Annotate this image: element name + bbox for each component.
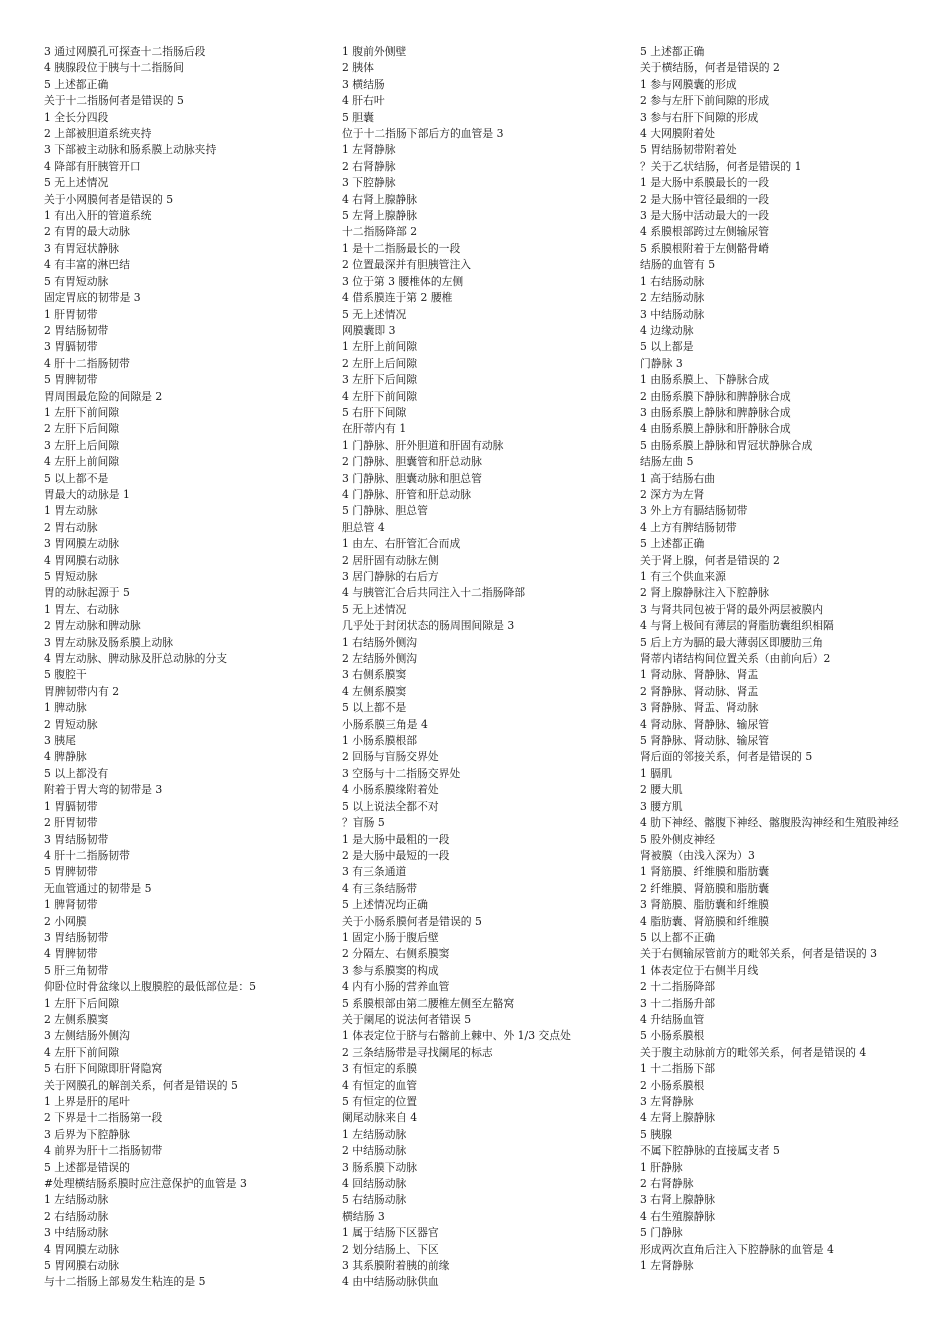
text-line: 2 左肝下后间隙 <box>44 422 120 436</box>
text-line: 4 边缘动脉 <box>640 323 694 337</box>
text-line: 2 三条结肠带是寻找阑尾的标志 <box>342 1045 493 1059</box>
text-line: 5 上述都正确 <box>640 45 705 58</box>
text-line: 1 左肝下前间隙 <box>44 405 120 419</box>
text-line: 关于横结肠，何者是错误的 2 <box>640 61 780 75</box>
text-line: 4 胰腺段位于胰与十二指肠间 <box>44 61 184 75</box>
text-line: 5 以上都不是 <box>342 701 407 715</box>
text-line: 关于小网膜何者是错误的 5 <box>44 192 174 206</box>
text-line: 4 肝十二指肠韧带 <box>44 356 130 370</box>
text-line: 1 体表定位于右侧半月线 <box>640 963 759 977</box>
text-line: 5 胃脾韧带 <box>44 865 98 879</box>
text-line: 3 是大肠中活动最大的一段 <box>640 209 770 223</box>
text-line: 1 右结肠外侧沟 <box>342 635 418 649</box>
text-line: 2 小肠系膜根 <box>640 1078 705 1092</box>
text-line: 1 左结肠动脉 <box>342 1127 407 1141</box>
text-line: 4 降部有肝胰管开口 <box>44 159 141 173</box>
text-line: 2 右肾静脉 <box>640 1177 694 1191</box>
text-line: 5 上述都是错误的 <box>44 1160 130 1174</box>
text-line: 2 参与左肝下前间隙的形成 <box>640 94 770 108</box>
text-line: 3 有恒定的系膜 <box>342 1062 418 1076</box>
text-line: 2 是大肠中管径最细的一段 <box>640 192 770 206</box>
text-line: 1 十二指肠下部 <box>640 1062 716 1076</box>
text-line: 3 外上方有膈结肠韧带 <box>640 504 748 518</box>
text-line: 胃的动脉起源于 5 <box>44 586 130 600</box>
text-line: 3 肠系膜下动脉 <box>342 1160 418 1174</box>
text-line: 5 后上方为膈的最大薄弱区即腰肋三角 <box>640 635 824 649</box>
text-line: 1 由左、右肝管汇合而成 <box>342 537 461 551</box>
text-line: 3 肾筋膜、脂肪囊和纤维膜 <box>640 898 770 912</box>
text-line: 3 下腔静脉 <box>342 176 396 190</box>
text-line: 1 是大肠中最粗的一段 <box>342 832 450 846</box>
text-line: 2 深方为左肾 <box>640 487 705 501</box>
text-line: 2 胃右动脉 <box>44 520 98 534</box>
text-line: 位于十二指肠下部后方的血管是 3 <box>342 127 504 141</box>
text-line: 2 左肝上后间隙 <box>342 356 418 370</box>
text-line: 2 有胃的最大动脉 <box>44 225 130 239</box>
text-line: 4 肋下神经、髂腹下神经、髂腹股沟神经和生殖股神经 <box>640 816 899 830</box>
text-line: 关于十二指肠何者是错误的 5 <box>44 94 184 108</box>
text-line: 3 右肾上腺静脉 <box>640 1193 716 1207</box>
text-line: 2 右结肠动脉 <box>44 1209 109 1223</box>
text-line: 5 以上都不是 <box>44 471 109 485</box>
text-line: 1 门静脉、肝外胆道和肝固有动脉 <box>342 438 504 452</box>
text-line: 2 分隔左、右侧系膜窦 <box>342 947 450 961</box>
text-line: 4 胃脾韧带 <box>44 947 98 961</box>
text-line: 4 有三条结肠带 <box>342 881 418 895</box>
text-line: 2 腰大肌 <box>640 783 683 797</box>
text-line: 2 左结肠外侧沟 <box>342 652 418 666</box>
text-line: 4 升结肠血管 <box>640 1012 705 1026</box>
text-line: 3 左肝下后间隙 <box>342 373 418 387</box>
text-line: 5 胃网膜右动脉 <box>44 1259 120 1273</box>
text-line: 1 左肾静脉 <box>342 143 396 157</box>
text-line: 4 脾静脉 <box>44 750 87 764</box>
text-column-left <box>44 44 334 1291</box>
text-line: 3 位于第 3 腰椎体的左侧 <box>342 274 464 288</box>
text-line: 1 属于结肠下区器官 <box>342 1226 439 1240</box>
text-line: 5 由肠系膜上静脉和胃冠状静脉合成 <box>640 438 813 452</box>
text-line: 3 中结肠动脉 <box>44 1226 109 1240</box>
text-line: 5 系膜根部由第二腰椎左侧至左骼窝 <box>342 996 515 1010</box>
text-line: 3 右侧系膜窦 <box>342 668 407 682</box>
text-line: 3 腰方肌 <box>640 799 683 813</box>
text-line: 关于右侧输尿管前方的毗邻关系，何者是错误的 3 <box>640 947 878 961</box>
text-line: 形成两次直角后注入下腔静脉的血管是 4 <box>640 1242 834 1256</box>
text-line: 2 回肠与盲肠交界处 <box>342 750 439 764</box>
text-line: 1 右结肠动脉 <box>640 274 705 288</box>
text-line: 3 通过网膜孔可探查十二指肠后段 <box>44 45 206 58</box>
text-line: 1 脾肾韧带 <box>44 898 98 912</box>
text-line: 几乎处于封闭状态的肠周围间隙是 3 <box>342 619 515 633</box>
text-line: 2 胃结肠韧带 <box>44 323 109 337</box>
text-line: 5 腹腔干 <box>44 668 87 682</box>
text-line: 5 小肠系膜根 <box>640 1029 705 1043</box>
text-line: 3 后界为下腔静脉 <box>44 1127 130 1141</box>
text-line: 肾后面的邻接关系，何者是错误的 5 <box>640 750 813 764</box>
text-line: 4 左肾上腺静脉 <box>640 1111 716 1125</box>
text-line: 4 大网膜附着处 <box>640 127 716 141</box>
text-line: 2 位置最深并有胆胰管注入 <box>342 258 472 272</box>
text-line: 4 肝右叶 <box>342 94 385 108</box>
text-line: 门静脉 3 <box>640 356 683 370</box>
text-line: 十二指肠降部 2 <box>342 225 418 239</box>
text-line: 胆总管 4 <box>342 520 385 534</box>
text-line: 4 由中结肠动脉供血 <box>342 1275 439 1289</box>
text-line: 1 固定小肠于腹后壁 <box>342 930 439 944</box>
text-line: 4 脂肪囊、肾筋膜和纤维膜 <box>640 914 770 928</box>
text-line: 5 上述都正确 <box>640 537 705 551</box>
text-line: 4 右肾上腺静脉 <box>342 192 418 206</box>
text-line: 3 与肾共同包被于肾的最外两层被膜内 <box>640 602 824 616</box>
text-line: 2 门静脉、胆囊管和肝总动脉 <box>342 455 482 469</box>
text-line: 5 有胃短动脉 <box>44 274 109 288</box>
text-line: 5 以上都是 <box>640 340 694 354</box>
text-line: 2 左侧系膜窦 <box>44 1012 109 1026</box>
text-line: 1 全长分四段 <box>44 110 109 124</box>
text-line: 3 中结肠动脉 <box>640 307 705 321</box>
text-line: 胃最大的动脉是 1 <box>44 487 130 501</box>
text-line: 1 是十二指肠最长的一段 <box>342 241 461 255</box>
text-line: 4 上方有脾结肠韧带 <box>640 520 737 534</box>
text-column-right <box>640 44 910 1274</box>
text-line: 3 横结肠 <box>342 77 385 91</box>
text-line: 5 胰腺 <box>640 1127 672 1141</box>
text-line: 1 高于结肠右曲 <box>640 471 716 485</box>
text-line: 3 胃膈韧带 <box>44 340 98 354</box>
text-line: 横结肠 3 <box>342 1209 385 1223</box>
text-line: 3 空肠与十二指肠交界处 <box>342 766 461 780</box>
text-line: 1 左肝下后间隙 <box>44 996 120 1010</box>
text-line: 2 胃短动脉 <box>44 717 98 731</box>
text-line: 3 居门静脉的右后方 <box>342 570 439 583</box>
text-line: 3 左肾静脉 <box>640 1095 694 1108</box>
text-line: 1 脾动脉 <box>44 701 87 715</box>
text-line: 2 左结肠动脉 <box>640 291 705 305</box>
text-line: 无血管通过的韧带是 5 <box>44 881 152 895</box>
text-line: 5 系膜根附着于左侧骼骨嵴 <box>640 241 770 255</box>
text-line: 关于肾上腺，何者是错误的 2 <box>640 553 780 567</box>
text-line: 4 借系膜连于第 2 腰椎 <box>342 291 453 305</box>
text-line: 2 小网膜 <box>44 914 87 928</box>
text-line: 3 参与系膜窦的构成 <box>342 963 439 977</box>
text-line: 不属下腔静脉的直接属支者 5 <box>640 1144 780 1158</box>
text-line: 4 肾动脉、肾静脉、输尿管 <box>640 717 770 731</box>
text-line: 3 有胃冠状静脉 <box>44 241 120 255</box>
text-line: 在肝蒂内有 1 <box>342 422 407 436</box>
text-line: 4 门静脉、肝管和肝总动脉 <box>342 487 472 501</box>
text-line: 5 右肝下间隙即肝肾隐窝 <box>44 1062 163 1076</box>
text-line: 5 胃结肠韧带附着处 <box>640 143 737 157</box>
text-line: 2 是大肠中最短的一段 <box>342 848 450 862</box>
text-line: 4 左肝下前间隙 <box>342 389 418 403</box>
text-line: 1 上界是肝的尾叶 <box>44 1095 130 1108</box>
text-line: ？盲肠 5 <box>342 816 385 830</box>
text-line: 肾蒂内诸结构间位置关系（由前向后）2 <box>640 652 831 666</box>
text-line: 关于小肠系膜何者是错误的 5 <box>342 914 482 928</box>
text-line: 5 肾静脉、肾动脉、输尿管 <box>640 734 770 748</box>
text-line: 3 肾静脉、肾盂、肾动脉 <box>640 701 759 715</box>
text-line: 4 胃网膜右动脉 <box>44 553 120 567</box>
text-line: 与十二指肠上部易发生粘连的是 5 <box>44 1275 206 1289</box>
text-line: 阑尾动脉来自 4 <box>342 1111 418 1125</box>
text-line: 5 左肾上腺静脉 <box>342 209 418 223</box>
text-line: 1 左结肠动脉 <box>44 1193 109 1207</box>
text-line: 2 胰体 <box>342 61 374 75</box>
text-line: 肾被膜（由浅入深为）3 <box>640 848 755 862</box>
text-line: 5 右肝下间隙 <box>342 405 407 419</box>
text-line: 5 胆囊 <box>342 110 374 124</box>
text-line: 1 肝静脉 <box>640 1160 683 1174</box>
text-line: 3 门静脉、胆囊动脉和胆总管 <box>342 471 482 485</box>
text-line: 1 体表定位于脐与右髂前上棘中、外 1/3 交点处 <box>342 1029 571 1043</box>
text-line: 3 胃结肠韧带 <box>44 930 109 944</box>
text-line: 4 与胰管汇合后共同注入十二指肠降部 <box>342 586 526 600</box>
text-line: 2 下界是十二指肠第一段 <box>44 1111 163 1125</box>
text-line: 3 胃结肠韧带 <box>44 832 109 846</box>
text-line: 4 回结肠动脉 <box>342 1177 407 1191</box>
text-line: 3 左肝上后间隙 <box>44 438 120 452</box>
text-line: 5 胃短动脉 <box>44 570 98 583</box>
text-line: 4 内有小肠的营养血管 <box>342 980 450 994</box>
text-line: 3 胰尾 <box>44 734 76 748</box>
text-line: 2 划分结肠上、下区 <box>342 1242 439 1256</box>
text-line: 4 胃网膜左动脉 <box>44 1242 120 1256</box>
text-line: 2 肝胃韧带 <box>44 816 98 830</box>
text-line: 5 以上都不正确 <box>640 930 716 944</box>
text-line: 1 胃膈韧带 <box>44 799 98 813</box>
text-line: 5 肝三角韧带 <box>44 963 109 977</box>
text-line: 1 腹前外侧壁 <box>342 45 407 58</box>
text-line: 5 无上述情况 <box>44 176 109 190</box>
text-line: 1 有出入肝的管道系统 <box>44 209 152 223</box>
text-line: 1 左肾静脉 <box>640 1259 694 1273</box>
text-line: 2 上部被胆道系统夹持 <box>44 127 152 141</box>
text-line: 3 胃网膜左动脉 <box>44 537 120 551</box>
text-line: 1 参与网膜囊的形成 <box>640 77 737 91</box>
text-line: 4 左侧系膜窦 <box>342 684 407 698</box>
text-line: 1 小肠系膜根部 <box>342 734 418 748</box>
text-line: 4 由肠系膜上静脉和肝静脉合成 <box>640 422 791 436</box>
text-line: 附着于胃大弯的韧带是 3 <box>44 783 163 797</box>
text-line: 关于腹主动脉前方的毗邻关系，何者是错误的 4 <box>640 1045 867 1059</box>
text-line: 4 有恒定的血管 <box>342 1078 418 1092</box>
text-line: 3 下部被主动脉和肠系膜上动脉夹持 <box>44 143 217 157</box>
text-line: 2 右肾静脉 <box>342 159 396 173</box>
text-line: 2 十二指肠降部 <box>640 980 716 994</box>
text-line: 胃脾韧带内有 2 <box>44 684 120 698</box>
text-line: 胃周围最危险的间隙是 2 <box>44 389 163 403</box>
text-line: 1 胃左动脉 <box>44 504 98 518</box>
text-line: 5 股外侧皮神经 <box>640 832 716 846</box>
text-line: 5 上述都正确 <box>44 77 109 91</box>
text-line: 3 胃左动脉及肠系膜上动脉 <box>44 635 174 649</box>
text-line: 4 与肾上极间有薄层的肾脂肪囊组织相隔 <box>640 619 834 633</box>
text-line: 仰卧位时骨盆缘以上腹膜腔的最低部位是：5 <box>44 980 257 994</box>
text-line: 5 无上述情况 <box>342 307 407 321</box>
text-line: 2 肾静脉、肾动脉、肾盂 <box>640 684 759 698</box>
text-line: 结肠的血管有 5 <box>640 258 716 272</box>
text-line: 5 以上都没有 <box>44 766 109 780</box>
text-line: 2 由肠系膜下静脉和脾静脉合成 <box>640 389 791 403</box>
text-line: 1 由肠系膜上、下静脉合成 <box>640 373 770 387</box>
text-line: 1 肾筋膜、纤维膜和脂肪囊 <box>640 865 770 879</box>
text-line: 3 参与右肝下间隙的形成 <box>640 110 759 124</box>
text-line: 4 胃左动脉、脾动脉及肝总动脉的分支 <box>44 652 228 666</box>
text-line: 4 系膜根部跨过左侧输尿管 <box>640 225 770 239</box>
text-line: 4 左肝上前间隙 <box>44 455 120 469</box>
text-line: 1 肝胃韧带 <box>44 307 98 321</box>
text-line: 5 有恒定的位置 <box>342 1095 418 1108</box>
text-line: 2 纤维膜、肾筋膜和脂肪囊 <box>640 881 770 895</box>
text-line: 4 左肝下前间隙 <box>44 1045 120 1059</box>
text-line: 固定胃底的韧带是 3 <box>44 291 141 305</box>
text-line: #处理横结肠系膜时应注意保护的血管是 3 <box>44 1177 247 1191</box>
text-line: 1 膈肌 <box>640 766 672 780</box>
text-line: 5 无上述情况 <box>342 602 407 616</box>
text-line: 2 中结肠动脉 <box>342 1144 407 1158</box>
text-line: 关于网膜孔的解剖关系，何者是错误的 5 <box>44 1078 238 1092</box>
text-line: 4 前界为肝十二指肠韧带 <box>44 1144 163 1158</box>
text-line: 结肠左曲 5 <box>640 455 694 469</box>
text-line: 5 以上说法全都不对 <box>342 799 439 813</box>
text-line: 网膜囊即 3 <box>342 323 396 337</box>
text-column-middle <box>342 44 632 1291</box>
text-line: 2 居肝固有动脉左侧 <box>342 553 439 567</box>
text-line: 5 胃脾韧带 <box>44 373 98 387</box>
text-line: 3 左侧结肠外侧沟 <box>44 1029 130 1043</box>
text-line: 5 门静脉 <box>640 1226 683 1240</box>
text-line: 3 有三条通道 <box>342 865 407 879</box>
text-line: 5 右结肠动脉 <box>342 1193 407 1207</box>
text-line: 4 右生殖腺静脉 <box>640 1209 716 1223</box>
text-line: 1 左肝上前间隙 <box>342 340 418 354</box>
text-line: 4 肝十二指肠韧带 <box>44 848 130 862</box>
text-line: 关于阑尾的说法何者错误 5 <box>342 1012 472 1026</box>
text-line: ？关于乙状结肠，何者是错误的 1 <box>640 159 802 173</box>
text-line: 1 有三个供血来源 <box>640 570 726 583</box>
text-line: 4 小肠系膜缘附着处 <box>342 783 439 797</box>
text-line: 小肠系膜三角是 4 <box>342 717 428 731</box>
text-line: 1 是大肠中系膜最长的一段 <box>640 176 770 190</box>
text-line: 3 十二指肠升部 <box>640 996 716 1010</box>
text-line: 3 由肠系膜上静脉和脾静脉合成 <box>640 405 791 419</box>
text-line: 1 胃左、右动脉 <box>44 602 120 616</box>
text-line: 2 胃左动脉和脾动脉 <box>44 619 141 633</box>
text-line: 5 上述情况均正确 <box>342 898 428 912</box>
text-line: 2 肾上腺静脉注入下腔静脉 <box>640 586 770 600</box>
text-line: 4 有丰富的淋巴结 <box>44 258 130 272</box>
text-line: 3 其系膜附着胰的前缘 <box>342 1259 450 1273</box>
text-line: 1 肾动脉、肾静脉、肾盂 <box>640 668 759 682</box>
text-line: 5 门静脉、胆总管 <box>342 504 428 518</box>
